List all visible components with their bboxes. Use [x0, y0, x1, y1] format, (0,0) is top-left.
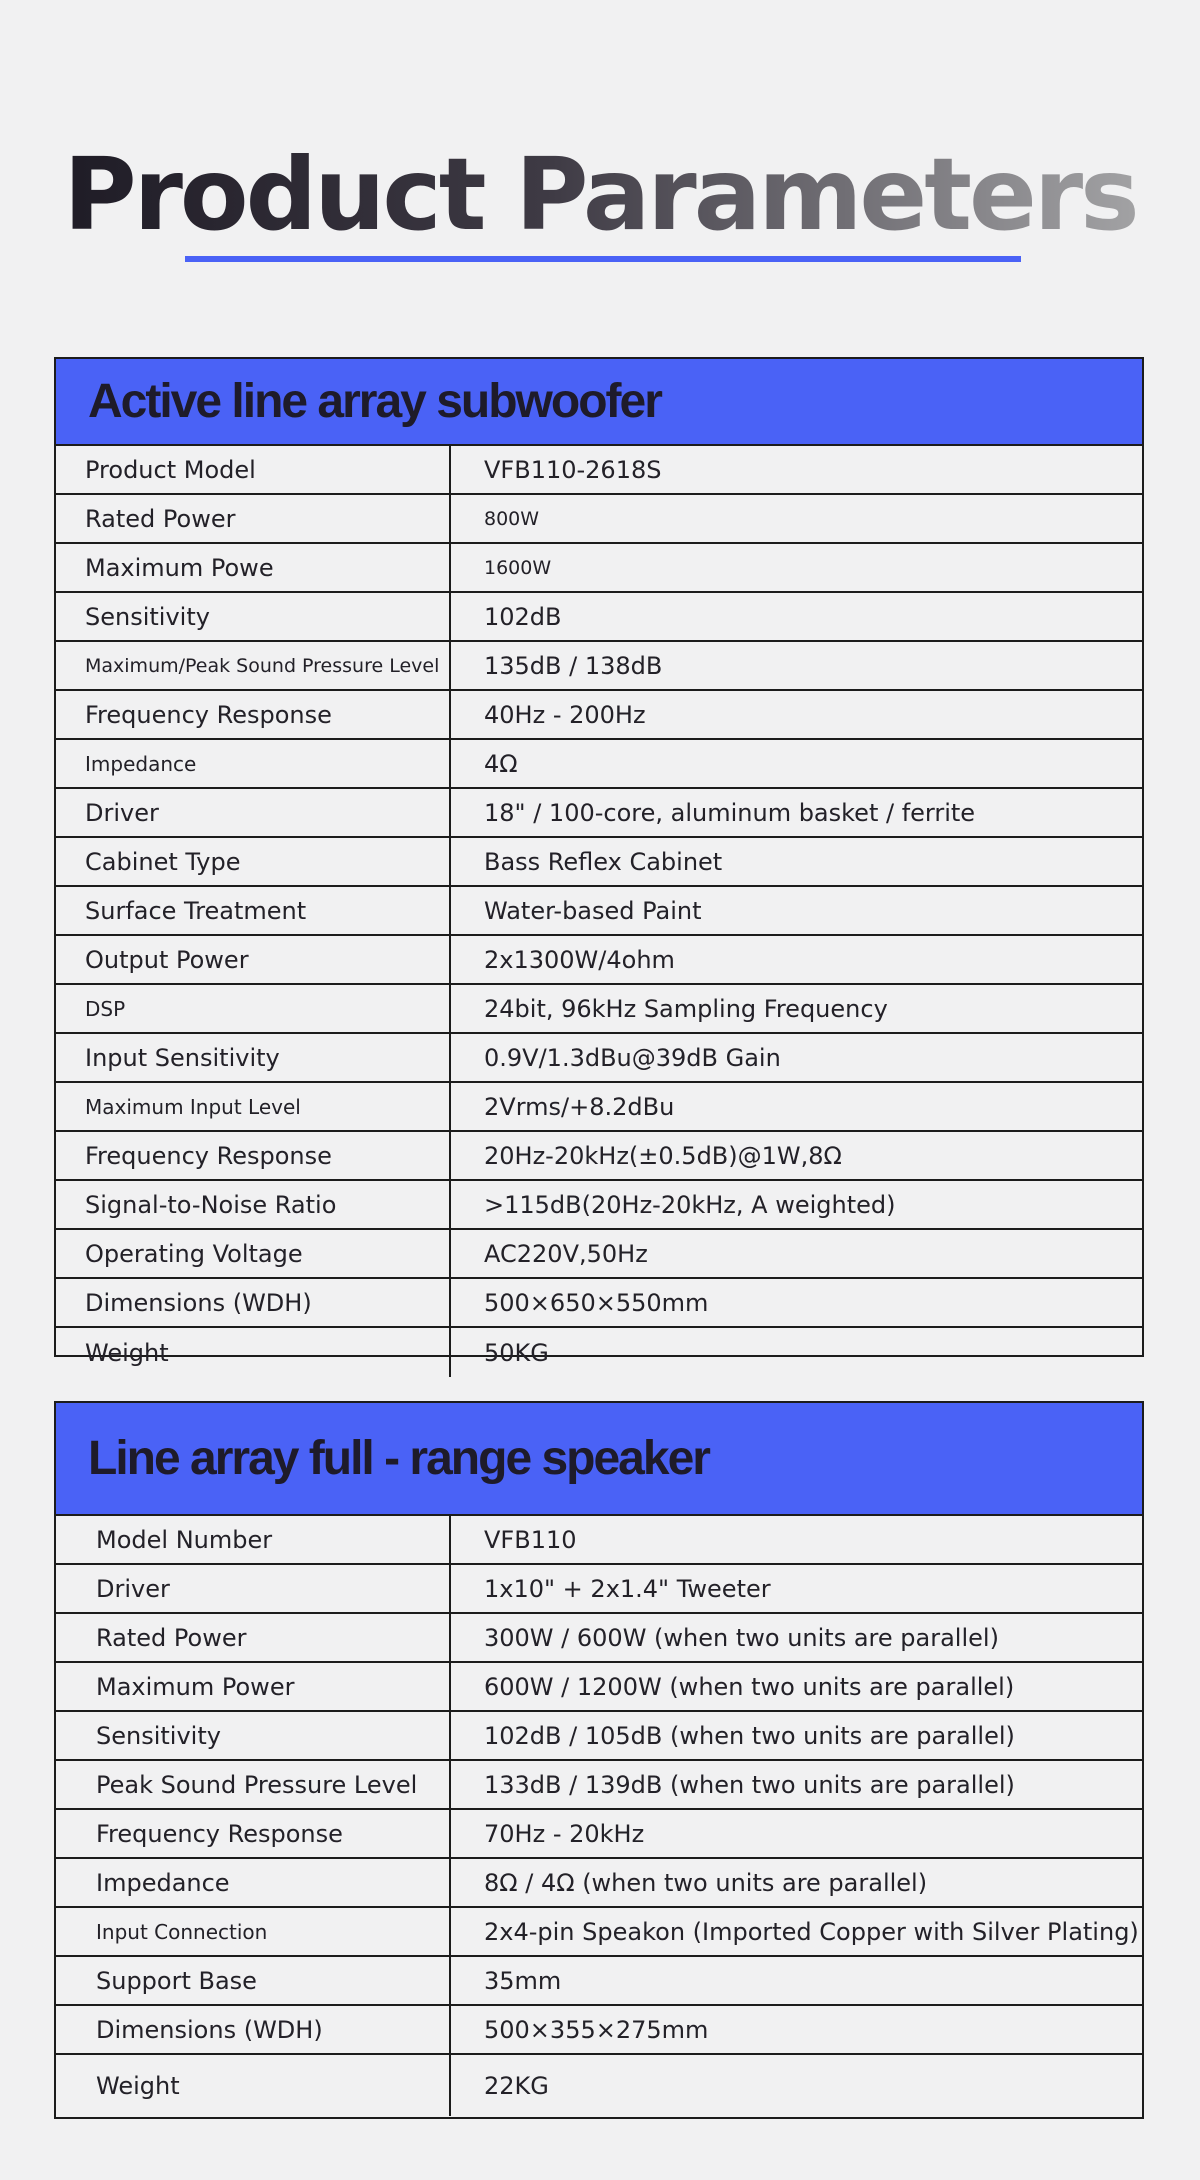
table-row — [56, 936, 1142, 985]
spec-value: Bass Reflex Cabinet — [484, 847, 723, 876]
spec-value: 102dB / 105dB (when two units are parallel) — [484, 1721, 1015, 1750]
table-row — [56, 1663, 1142, 1712]
spec-label: Signal-to-Noise Ratio — [56, 1181, 451, 1228]
spec-value: 500×355×275mm — [484, 2015, 709, 2044]
spec-label: Sensitivity — [56, 593, 451, 640]
table-row — [56, 1132, 1142, 1181]
spec-label: DSP — [56, 985, 451, 1032]
spec-value: Water-based Paint — [484, 896, 702, 925]
spec-label: Sensitivity — [56, 1712, 451, 1759]
spec-label: Peak Sound Pressure Level — [56, 1761, 451, 1808]
spec-label: Weight — [56, 1328, 451, 1377]
table-row — [56, 985, 1142, 1034]
spec-label: Output Power — [56, 936, 451, 983]
table-row — [56, 1810, 1142, 1859]
table-row — [56, 1859, 1142, 1908]
spec-value: 18" / 100-core, aluminum basket / ferrite — [484, 798, 976, 827]
spec-label: Product Model — [56, 446, 451, 493]
spec-label: Rated Power — [56, 495, 451, 542]
spec-value: 1600W — [484, 556, 552, 579]
spec-value: 300W / 600W (when two units are parallel) — [484, 1623, 999, 1652]
table-row — [56, 1957, 1142, 2006]
spec-value: 22KG — [484, 2071, 549, 2100]
title-underline — [185, 256, 1021, 262]
spec-value: 0.9V/1.3dBu@39dB Gain — [484, 1043, 781, 1072]
spec-value: 500×650×550mm — [484, 1288, 709, 1317]
spec-value: 1x10" + 2x1.4" Tweeter — [484, 1574, 771, 1603]
section-header — [56, 359, 1142, 446]
spec-value: 20Hz-20kHz(±0.5dB)@1W,8Ω — [484, 1141, 842, 1170]
table-row — [56, 789, 1142, 838]
table-row — [56, 544, 1142, 593]
table-row — [56, 1565, 1142, 1614]
table-row — [56, 1328, 1142, 1377]
spec-label: Operating Voltage — [56, 1230, 451, 1277]
spec-label: Driver — [56, 1565, 451, 1612]
table-row — [56, 642, 1142, 691]
spec-label: Maximum Powe — [56, 544, 451, 591]
table-row — [56, 593, 1142, 642]
spec-label: Impedance — [56, 740, 451, 787]
spec-value: 40Hz - 200Hz — [484, 700, 646, 729]
spec-label: Frequency Response — [56, 691, 451, 738]
spec-value: 600W / 1200W (when two units are parallel) — [484, 1672, 1015, 1701]
spec-value: 102dB — [484, 602, 562, 631]
spec-value: 70Hz - 20kHz — [484, 1819, 645, 1848]
full-range-spec-table — [54, 1401, 1144, 2119]
table-row — [56, 1516, 1142, 1565]
spec-value: 2Vrms/+8.2dBu — [484, 1092, 675, 1121]
spec-value: 50KG — [484, 1338, 549, 1367]
table-row — [56, 1034, 1142, 1083]
section-title: Line array full - range speaker — [88, 1432, 709, 1485]
spec-label: Frequency Response — [56, 1810, 451, 1857]
section-title: Active line array subwoofer — [88, 375, 661, 428]
spec-value: AC220V,50Hz — [484, 1239, 648, 1268]
subwoofer-spec-table — [54, 357, 1144, 1367]
spec-value: 800W — [484, 507, 540, 530]
spec-label: Rated Power — [56, 1614, 451, 1661]
table-row — [56, 2055, 1142, 2116]
spec-label: Maximum Input Level — [56, 1083, 451, 1130]
table-row — [56, 446, 1142, 495]
table-row — [56, 1614, 1142, 1663]
page-header — [0, 125, 1200, 265]
table-row — [56, 740, 1142, 789]
spec-label: Surface Treatment — [56, 887, 451, 934]
table-row — [56, 495, 1142, 544]
spec-label: Input Connection — [56, 1908, 451, 1955]
spec-value: 2x4-pin Speakon (Imported Copper with Silver Plating) — [484, 1917, 1139, 1946]
table-row — [56, 887, 1142, 936]
spec-label: Driver — [56, 789, 451, 836]
table-row — [56, 2006, 1142, 2055]
spec-value: VFB110 — [484, 1525, 577, 1554]
section-header — [56, 1403, 1142, 1516]
spec-label: Model Number — [56, 1516, 451, 1563]
table-row — [56, 1761, 1142, 1810]
table-row — [56, 1712, 1142, 1761]
spec-label: Dimensions (WDH) — [56, 2006, 451, 2053]
spec-label: Impedance — [56, 1859, 451, 1906]
spec-label: Cabinet Type — [56, 838, 451, 885]
spec-value: >115dB(20Hz-20kHz, A weighted) — [484, 1190, 896, 1219]
table-row — [56, 691, 1142, 740]
spec-value: 35mm — [484, 1966, 562, 1995]
spec-value: 2x1300W/4ohm — [484, 945, 675, 974]
spec-label: Weight — [56, 2055, 451, 2116]
spec-value: 8Ω / 4Ω (when two units are parallel) — [484, 1868, 928, 1897]
spec-value: VFB110-2618S — [484, 455, 662, 484]
table-row — [56, 838, 1142, 887]
table-row — [56, 1279, 1142, 1328]
spec-label: Dimensions (WDH) — [56, 1279, 451, 1326]
spec-value: 24bit, 96kHz Sampling Frequency — [484, 994, 888, 1023]
table-row — [56, 1230, 1142, 1279]
spec-label: Input Sensitivity — [56, 1034, 451, 1081]
page-title: Product Parameters — [63, 125, 1136, 265]
table-row — [56, 1181, 1142, 1230]
table-row — [56, 1083, 1142, 1132]
spec-label: Maximum Power — [56, 1663, 451, 1710]
spec-label: Maximum/Peak Sound Pressure Level — [56, 642, 451, 689]
spec-value: 4Ω — [484, 749, 518, 778]
spec-label: Frequency Response — [56, 1132, 451, 1179]
spec-label: Support Base — [56, 1957, 451, 2004]
spec-value: 133dB / 139dB (when two units are parallel) — [484, 1770, 1015, 1799]
spec-value: 135dB / 138dB — [484, 651, 663, 680]
table-row — [56, 1908, 1142, 1957]
